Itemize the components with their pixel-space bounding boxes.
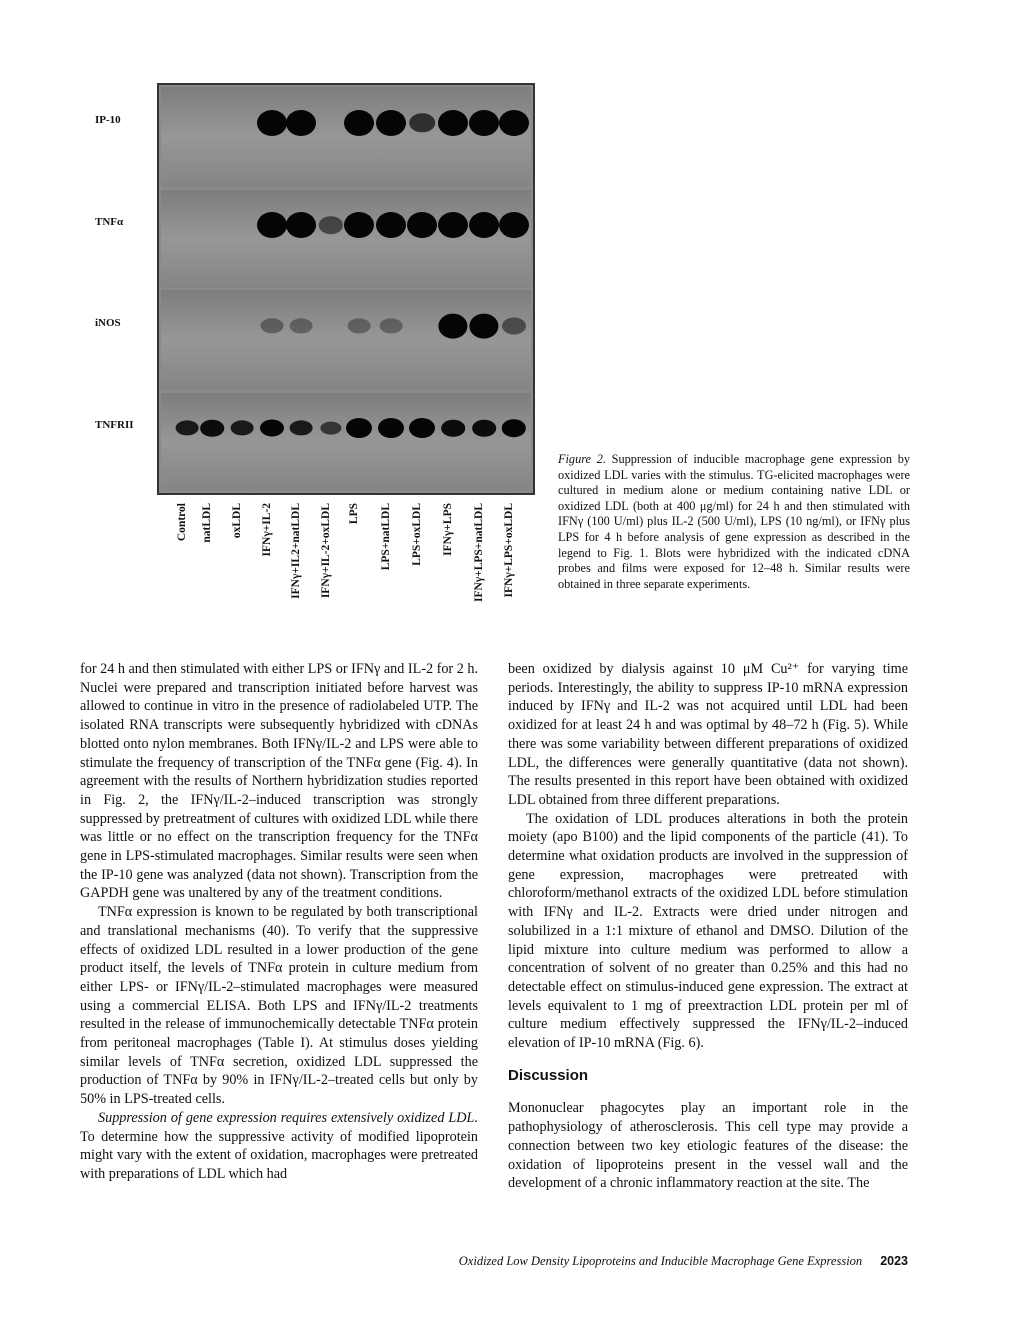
blot-band <box>257 212 287 238</box>
blot-band <box>441 420 465 436</box>
blot-panel-tnf <box>161 190 531 288</box>
blot-band <box>257 110 287 136</box>
running-title: Oxidized Low Density Lipoproteins and Inducible Macrophage Gene Expression <box>458 1254 863 1268</box>
blot-band <box>320 422 341 435</box>
blot-band <box>348 318 371 333</box>
blot-band <box>344 212 374 238</box>
blot-band <box>472 420 496 436</box>
lane-label: LPS <box>348 503 360 525</box>
blot-panel-tnfrii <box>161 393 531 491</box>
run-in-heading: Suppression of gene expression requires extensively oxidized LDL. <box>98 1109 478 1126</box>
paragraph <box>80 1109 478 1184</box>
lane-label: IFNγ+LPS+oxLDL <box>503 503 515 598</box>
lane-label: IFNγ+LPS <box>442 503 454 556</box>
blot-panel-inos <box>161 290 531 390</box>
blot-probe-label: TNFRII <box>95 419 134 432</box>
blot-band <box>469 110 499 136</box>
blot-band <box>502 419 526 437</box>
lane-label: IFNγ+IL-2+oxLDL <box>320 503 332 599</box>
blot-band <box>438 110 468 136</box>
paragraph: been oxidized by dialysis against 10 μM Cu²⁺ for varying time periods. Interestingly, the ability to suppress IP-10 mRNA expression induced by IFNγ and IL-2 was not acquired until LDL had been oxidized for at least 24 h and was optimal by 48–72 h (Fig. 5). While there was some variability between different preparations of oxidized LDL, the differences were generally quantitative (data not shown). The results presented in this report have been obtained with oxidized LDL obtained from three different preparations. <box>508 661 908 808</box>
blot-band <box>407 212 437 238</box>
blot-band <box>290 318 313 333</box>
blot-band <box>376 110 406 136</box>
paragraph: Mononuclear phagocytes play an important role in the pathophysiology of atherosclerosis. This cell type may provide a connection between two key etiologic features of the disease: the oxidation of lipoproteins present in the vessel wall and the development of a chronic inflammatory reaction at the site. The <box>508 1100 908 1192</box>
blot-probe-label: TNFα <box>95 216 124 229</box>
blot-band <box>231 421 254 436</box>
blot-band <box>286 110 316 136</box>
blot-band <box>286 212 316 238</box>
blot-band <box>438 314 467 339</box>
lane-label: natLDL <box>201 503 213 543</box>
lane-label: LPS+natLDL <box>380 503 392 571</box>
blot-band <box>200 420 224 436</box>
blot-band <box>176 421 199 436</box>
blot-band <box>378 418 404 438</box>
lane-label: IFNγ+LPS+natLDL <box>473 503 485 603</box>
blot-band <box>499 110 529 136</box>
blot-band <box>469 314 498 339</box>
blot-probe-label: IP-10 <box>95 114 121 126</box>
blot-band <box>290 421 313 436</box>
blot-band <box>376 212 406 238</box>
northern-blot-figure <box>157 83 535 495</box>
blot-band <box>438 212 468 238</box>
blot-band <box>261 318 284 333</box>
blot-probe-label: iNOS <box>95 317 121 329</box>
lane-label: IFNγ+IL-2 <box>261 503 273 557</box>
blot-band <box>409 113 435 132</box>
figure-caption <box>558 452 910 592</box>
blot-band <box>409 418 435 438</box>
lane-label: LPS+oxLDL <box>411 503 423 566</box>
blot-band <box>502 318 526 335</box>
lane-label: Control <box>176 503 188 542</box>
blot-band <box>344 110 374 136</box>
paragraph-text: To determine how the suppressive activity of modified lipoprotein might vary with the extent of oxidation, macrophages were pretreated with preparations of LDL which had <box>80 1128 478 1182</box>
blot-band <box>260 420 284 437</box>
lane-label: oxLDL <box>231 503 243 539</box>
blot-band <box>380 318 403 333</box>
page-number: 2023 <box>880 1254 908 1268</box>
blot-band <box>319 216 343 234</box>
left-column <box>80 660 478 1184</box>
lane-label: IFNγ+IL2+natLDL <box>290 503 302 599</box>
blot-band <box>469 212 499 238</box>
blot-band <box>499 212 529 238</box>
caption-label: Figure 2. <box>558 452 606 466</box>
right-column <box>508 660 908 1193</box>
paragraph: for 24 h and then stimulated with either LPS or IFNγ and IL-2 for 2 h. Nuclei were prepared and transcription initiated before harvest was allowed to continue in vitro in the presence of radiolabeled UTP. The isolated RNA transcripts were subsequently hybridized with cDNAs blotted onto nylon membranes. Both IFNγ/IL-2 and LPS were able to stimulate the frequency of transcription of the TNFα gene (Fig. 4). In agreement with the results of Northern hybridization studies reported in Fig. 2, the IFNγ/IL-2–induced transcription was strongly suppressed by pretreatment of cultures with oxidized LDL while there was little or no effect on the transcription frequency for the TNFα gene in LPS-stimulated macrophages. Similar results were seen when the IP-10 gene was analyzed (data not shown). Transcription from the GAPDH gene was unaltered by any of the treatment conditions. <box>80 661 478 902</box>
blot-band <box>346 418 372 438</box>
section-heading: Discussion <box>508 1066 589 1084</box>
paragraph: TNFα expression is known to be regulated by both transcriptional and translational mechanisms (40). To verify that the suppressive effects of oxidized LDL resulted in a lower production of the gene product itself, the levels of TNFα protein in culture medium from either LPS- or IFNγ/IL-2–stimulated macrophages were measured using a commercial ELISA. Both LPS and IFNγ/IL-2 treatments resulted in the release of immunochemically detectable TNFα protein from peritoneal macrophages (Table I). At stimulus doses yielding similar levels of TNFα secretion, oxidized LDL suppressed the production of TNFα by 90% in IFNγ/IL-2–treated cells but only by 50% in LPS-treated cells. <box>80 904 478 1108</box>
running-footer <box>380 1254 908 1269</box>
caption-text: Suppression of inducible macrophage gene expression by oxidized LDL varies with the stimulus. TG-elicited macrophages were cultured in medium alone or medium containing native LDL or oxidized LDL (both at 400 μg/ml) for 24 h and then stimulated with IFNγ (100 U/ml) plus IL-2 (500 U/ml), LPS (10 ng/ml), or IFNγ plus LPS for 4 h before analysis of gene expression as described in the legend to Fig. 1. Blots were hybridized with the indicated cDNA probes and films were exposed for 12–48 h. Similar results were obtained in three separate experiments. <box>558 452 910 591</box>
paragraph: The oxidation of LDL produces alterations in both the protein moiety (apo B100) and the lipid components of the particle (41). To determine what oxidation products are involved in the suppression of gene expression, macrophages were pretreated with chloroform/methanol extracts of the oxidized LDL before stimulation with IFNγ and IL-2. Extracts were dried under nitrogen and solubilized in a 1:1 mixture of ethanol and DMSO. Dilution of the lipid mixture into culture medium was performed to allow a concentration of solvent of no greater than 0.25% and this had no detectable effect on stimulus-induced gene expression. The extract at levels equivalent to 1 mg of preextraction LDL protein per ml of culture medium effectively suppressed the IFNγ/IL-2–induced elevation of IP-10 mRNA (Fig. 6). <box>508 810 908 1052</box>
blot-panel-ip10 <box>161 87 531 187</box>
